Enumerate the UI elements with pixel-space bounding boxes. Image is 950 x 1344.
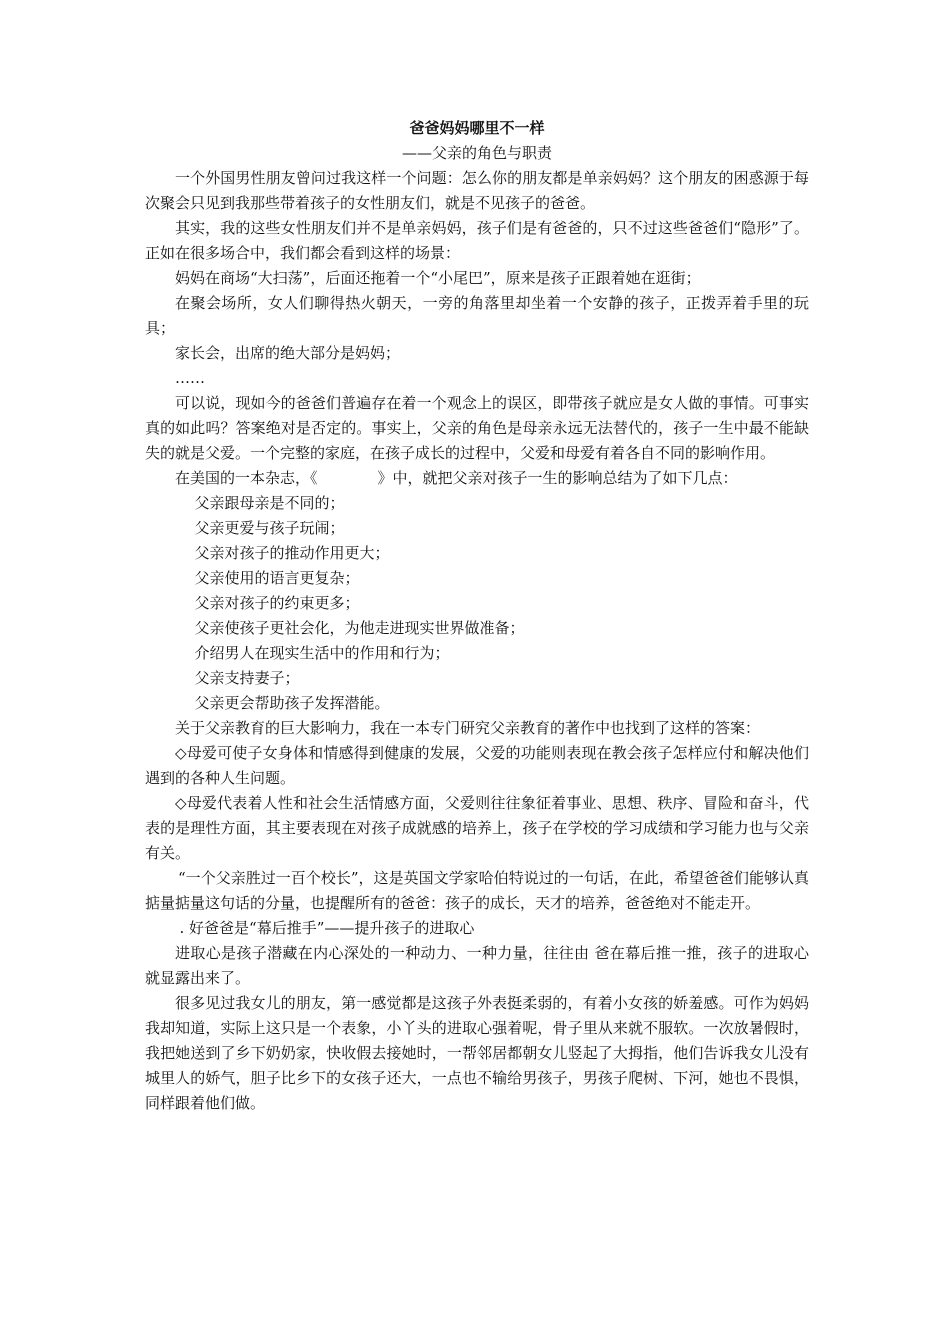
body-paragraph: 其实，我的这些女性朋友们并不是单亲妈妈，孩子们是有爸爸的，只不过这些爸爸们“隐形”了。正如在很多场合中，我们都会看到这样的场景：: [145, 219, 809, 262]
body-paragraph: 进取心是孩子潜藏在内心深处的一种动力、一种力量，往往由 爸在幕后推一推，孩子的进取心就显露出来了。: [145, 944, 809, 987]
body-paragraph: 一个外国男性朋友曾问过我这样一个问题：怎么你的朋友都是单亲妈妈？这个朋友的困惑源于每次聚会只见到我那些带着孩子的女性朋友们，就是不见孩子的爸爸。: [145, 169, 809, 212]
document-title: 爸爸妈妈哪里不一样: [409, 119, 545, 137]
list-item: 父亲使用的语言更复杂；: [194, 569, 360, 587]
list-item: 父亲更爱与孩子玩闹；: [194, 519, 345, 537]
diamond-bullet-paragraph: ◇母爱可使子女身体和情感得到健康的发展，父爱的功能则表现在教会孩子怎样应付和解决他们遇到的各种人生问题。: [145, 744, 809, 787]
body-paragraph: 很多见过我女儿的朋友，第一感觉都是这孩子外表挺柔弱的，有着小女孩的娇羞感。可作为妈妈我却知道，实际上这只是一个表象，小丫头的进取心强着呢，骨子里从来就不服软。一次放暑假时，我把她送到了乡下奶奶家，快收假去接她时，一帮邻居都朝女儿竖起了大拇指，他们告诉我女儿没有城里人的娇气，胆子比乡下的女孩子还大，一点也不输给男孩子，男孩子爬树、下河，她也不畏惧，同样跟着他们做。: [145, 994, 809, 1112]
list-item: 父亲对孩子的约束更多；: [194, 594, 360, 612]
body-paragraph: 家长会，出席的绝大部分是妈妈；: [175, 344, 401, 362]
list-item: 父亲对孩子的推动作用更大；: [194, 544, 390, 562]
ellipsis-line: ……: [175, 369, 205, 387]
list-item: 父亲支持妻子；: [194, 669, 300, 687]
body-paragraph: 在聚会场所，女人们聊得热火朝天，一旁的角落里却坐着一个安静的孩子，正拨弄着手里的玩具；: [145, 294, 809, 337]
list-item: 父亲使孩子更社会化，为他走进现实世界做准备；: [194, 619, 525, 637]
list-item: 父亲更会帮助孩子发挥潜能。: [194, 694, 390, 712]
list-item: 父亲跟母亲是不同的；: [194, 494, 345, 512]
body-paragraph: 可以说，现如今的爸爸们普遍存在着一个观念上的误区，即带孩子就应是女人做的事情。可事实真的如此吗？答案绝对是否定的。事实上，父亲的角色是母亲永远无法替代的，孩子一生中最不能缺失的就是父爱。一个完整的家庭，在孩子成长的过程中，父爱和母爱有着各自不同的影响作用。: [145, 394, 809, 462]
section-heading: . 好爸爸是“幕后推手”——提升孩子的进取心: [179, 919, 475, 937]
diamond-bullet-paragraph: ◇母爱代表着人性和社会生活情感方面，父爱则往往象征着事业、思想、秩序、冒险和奋斗，代表的是理性方面，其主要表现在对孩子成就感的培养上，孩子在学校的学习成绩和学习能力也与父亲有关。: [145, 794, 809, 862]
document-page: [145, 116, 809, 1116]
body-paragraph: 关于父亲教育的巨大影响力，我在一本专门研究父亲教育的著作中也找到了这样的答案：: [175, 719, 761, 737]
body-paragraph: 妈妈在商场“大扫荡”，后面还拖着一个“小尾巴”，原来是孩子正跟着她在逛街；: [175, 269, 701, 287]
magazine-intro: [145, 466, 809, 491]
document-subtitle: ——父亲的角色与职责: [401, 144, 552, 162]
magazine-intro-before: 在美国的一本杂志，《: [175, 469, 318, 487]
quote-paragraph: “一个父亲胜过一百个校长”，这是英国文学家哈伯特说过的一句话，在此，希望爸爸们能够认真掂量掂量这句话的分量，也提醒所有的爸爸：孩子的成长，天才的培养，爸爸绝对不能走开。: [145, 869, 809, 912]
list-item: 介绍男人在现实生活中的作用和行为；: [194, 644, 450, 662]
magazine-intro-after: 》中，就把父亲对孩子一生的影响总结为了如下几点：: [377, 469, 738, 487]
